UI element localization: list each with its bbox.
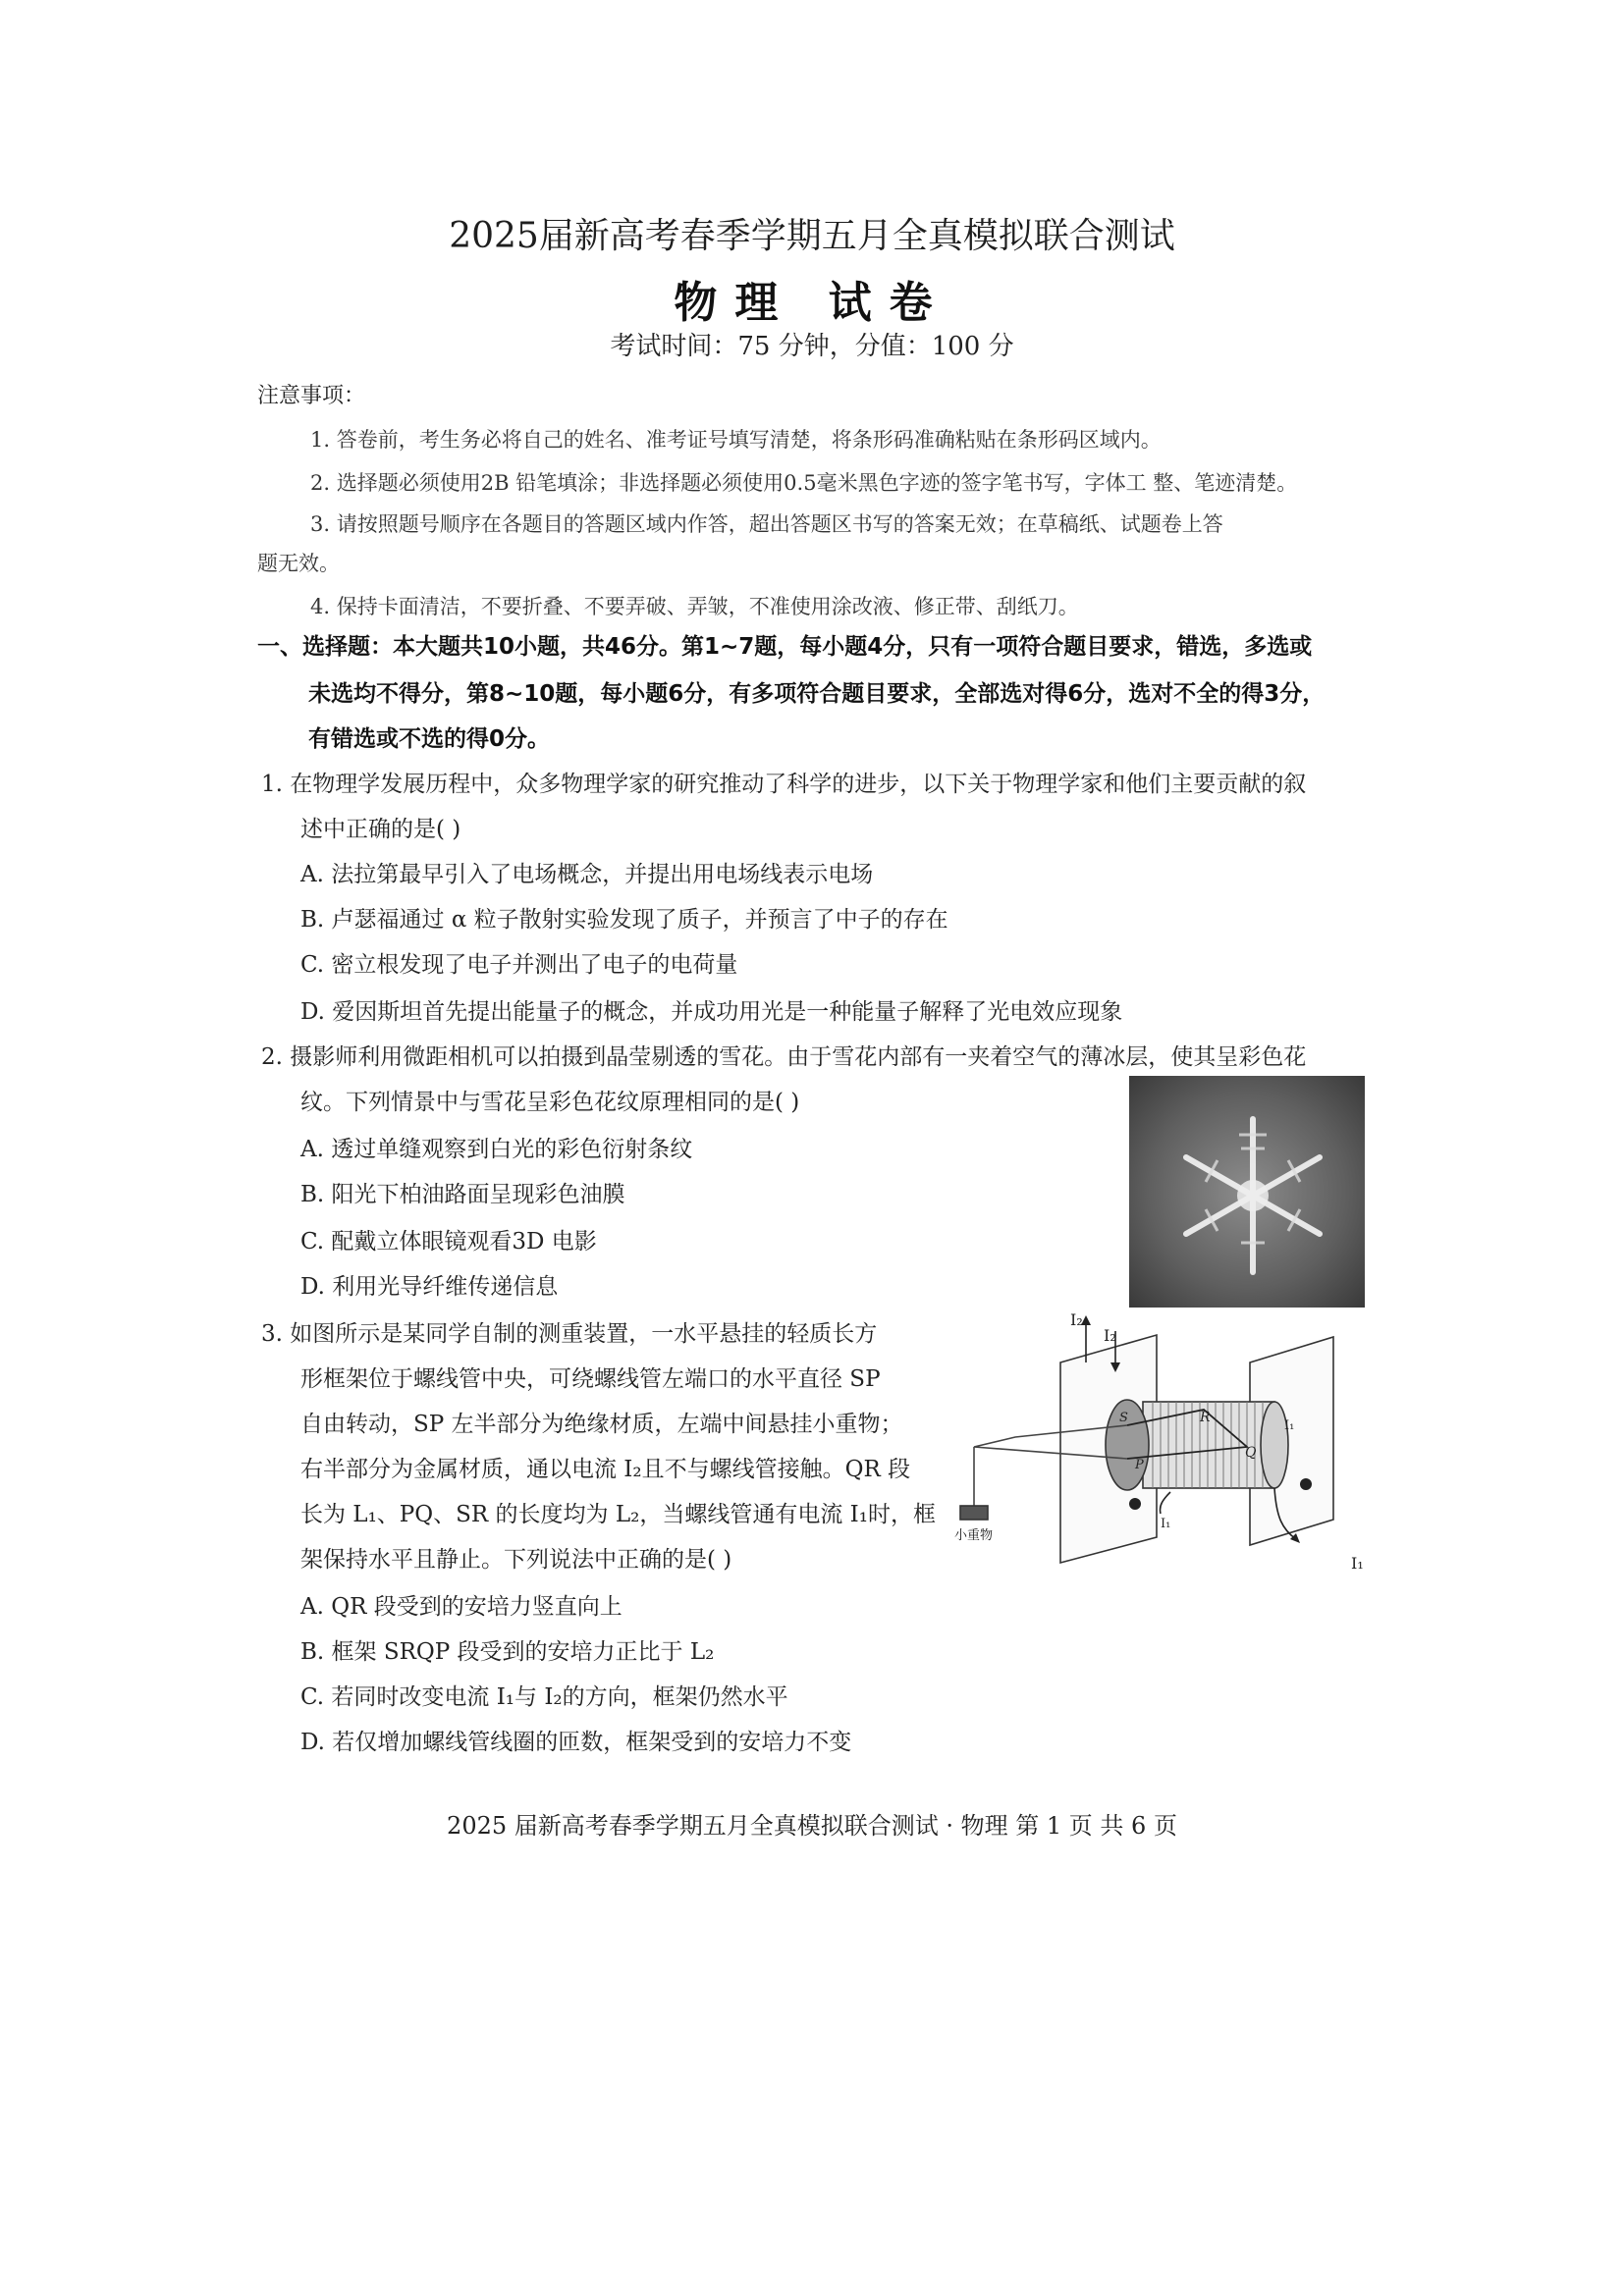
- question-3-option-d: D. 若仅增加螺线管线圈的匝数，框架受到的安培力不变: [300, 1730, 852, 1755]
- notice-item: 3. 请按照题号顺序在各题目的答题区域内作答，超出答题区书写的答案无效；在草稿纸、试题卷上答: [310, 512, 1223, 536]
- question-3-stem: 3. 如图所示是某同学自制的测重装置，一水平悬挂的轻质长方: [261, 1321, 878, 1347]
- coil-end: [1261, 1402, 1288, 1488]
- question-3-stem-line: 形框架位于螺线管中央，可绕螺线管左端口的水平直径 SP: [300, 1366, 881, 1392]
- notice-heading: 注意事项：: [257, 384, 366, 408]
- exam-title: 2025届新高考春季学期五月全真模拟联合测试: [449, 216, 1175, 256]
- label-s: S: [1119, 1411, 1128, 1425]
- label-p: P: [1135, 1458, 1144, 1472]
- snowflake-image: [1129, 1076, 1365, 1308]
- small-weight: [960, 1506, 988, 1520]
- question-2-option-c: C. 配戴立体眼镜观看3D 电影: [300, 1229, 597, 1255]
- exam-time-info: 考试时间：75 分钟，分值：100 分: [610, 332, 1014, 361]
- question-3-stem-line: 架保持水平且静止。下列说法中正确的是( ): [300, 1547, 732, 1573]
- question-3-stem-line: 自由转动，SP 左半部分为绝缘材质，左端中间悬挂小重物；: [300, 1412, 903, 1437]
- snowflake-photo: [1129, 1076, 1365, 1308]
- question-1-option-b: B. 卢瑟福通过 α 粒子散射实验发现了质子，并预言了中子的存在: [300, 907, 948, 933]
- label-i1-inner: I₁: [1161, 1517, 1171, 1531]
- question-1-option-c: C. 密立根发现了电子并测出了电子的电荷量: [300, 952, 738, 978]
- question-3-option-a: A. QR 段受到的安培力竖直向上: [300, 1594, 623, 1620]
- notice-item: 题无效。: [257, 552, 340, 575]
- question-3-stem-line: 右半部分为金属材质，通以电流 I₂且不与螺线管接触。QR 段: [300, 1457, 911, 1482]
- notice-item: 2. 选择题必须使用2B 铅笔填涂；非选择题必须使用0.5毫米黑色字迹的签字笔书写，字体工 整、笔迹清楚。: [310, 471, 1298, 495]
- solenoid-diagram: [950, 1311, 1371, 1573]
- notice-item: 1. 答卷前，考生务必将自己的姓名、准考证号填写清楚，将条形码准确粘贴在条形码区域内。: [310, 428, 1162, 452]
- label-i2-right: I₂: [1104, 1326, 1116, 1345]
- question-1-option-a: A. 法拉第最早引入了电场概念，并提出用电场线表示电场: [300, 862, 874, 887]
- subject-title: 物理 试卷: [674, 278, 950, 328]
- label-weight: 小重物: [954, 1528, 994, 1543]
- label-r: R: [1200, 1410, 1211, 1425]
- question-2-option-d: D. 利用光导纤维传递信息: [300, 1274, 559, 1300]
- question-3-option-c: C. 若同时改变电流 I₁与 I₂的方向，框架仍然水平: [300, 1684, 788, 1710]
- label-q: Q: [1245, 1445, 1257, 1461]
- question-2-stem: 2. 摄影师利用微距相机可以拍摄到晶莹剔透的雪花。由于雪花内部有一夹着空气的薄冰层，使其呈彩色花: [261, 1044, 1307, 1070]
- question-2-stem-line: 纹。下列情景中与雪花呈彩色花纹原理相同的是( ): [300, 1090, 800, 1115]
- label-i2-left: I₂: [1070, 1311, 1083, 1329]
- label-i1-out: I₁: [1351, 1554, 1364, 1573]
- question-1-option-d: D. 爱因斯坦首先提出能量子的概念，并成功用光是一种能量子解释了光电效应现象: [300, 999, 1123, 1025]
- question-3-option-b: B. 框架 SRQP 段受到的安培力正比于 L₂: [300, 1639, 715, 1665]
- question-2-option-b: B. 阳光下柏油路面呈现彩色油膜: [300, 1182, 625, 1207]
- i1-small-arrow: [1160, 1492, 1170, 1514]
- section-heading: 一、选择题：本大题共10小题，共46分。第1~7题，每小题4分，只有一项符合题目要求，错选，多选或: [257, 634, 1313, 660]
- question-1-stem: 1. 在物理学发展历程中，众多物理学家的研究推动了科学的进步，以下关于物理学家和他们主要贡献的叙: [261, 772, 1307, 797]
- section-heading-line: 有错选或不选的得0分。: [308, 726, 551, 752]
- field-dot: [1300, 1478, 1312, 1490]
- question-1-stem-line: 述中正确的是( ): [300, 817, 461, 842]
- question-3-stem-line: 长为 L₁、PQ、SR 的长度均为 L₂，当螺线管通有电流 I₁时，框: [300, 1502, 936, 1527]
- field-dot: [1129, 1498, 1141, 1510]
- section-heading-line: 未选均不得分，第8~10题，每小题6分，有多项符合题目要求，全部选对得6分，选对不全的得3分，: [308, 681, 1326, 707]
- question-2-option-a: A. 透过单缝观察到白光的彩色衍射条纹: [300, 1137, 693, 1162]
- page-footer: 2025 届新高考春季学期五月全真模拟联合测试 · 物理 第 1 页 共 6 页: [447, 1812, 1177, 1840]
- notice-item: 4. 保持卡面清洁，不要折叠、不要弄破、弄皱，不准使用涂改液、修正带、刮纸刀。: [310, 595, 1079, 618]
- label-i1-small: I₁: [1284, 1418, 1295, 1433]
